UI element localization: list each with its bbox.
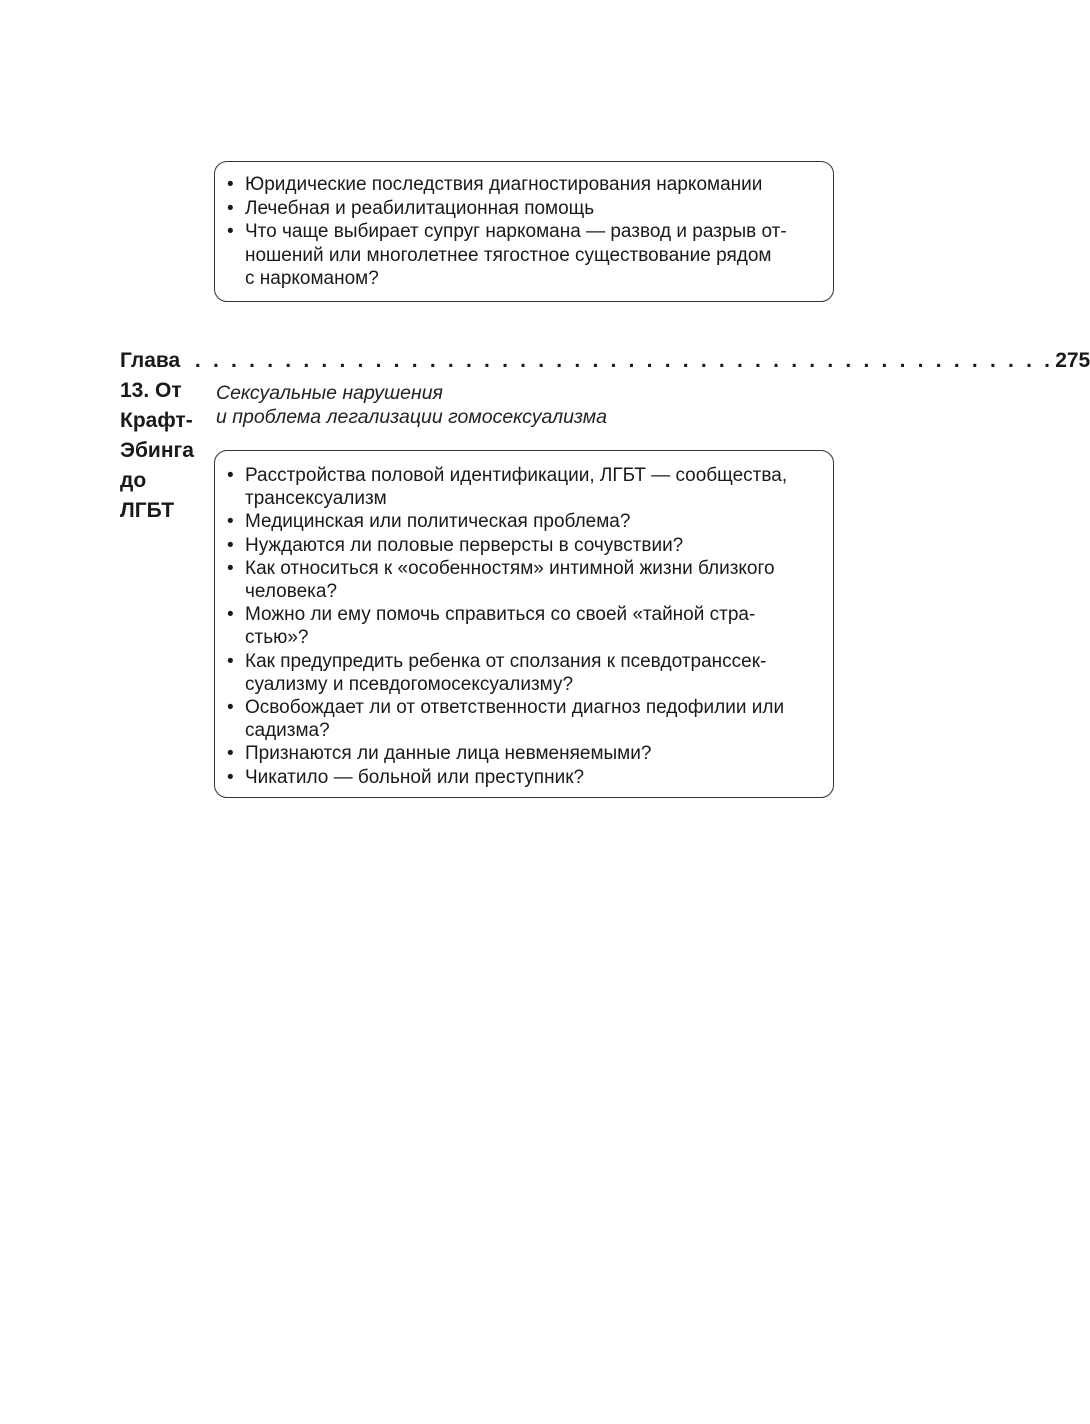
topics-box-chapter-13 — [214, 450, 834, 798]
list-item-text: Чикатило — больной или преступник? — [245, 766, 585, 788]
chapter-subtitle-line-1: Сексуальные нарушения — [216, 382, 443, 404]
list-item — [227, 220, 821, 291]
chapter-subtitle-line-2: и проблема легализации гомосексуализма — [216, 406, 607, 428]
chapter-title: Глава 13. От Крафт-Эбинга до ЛГБТ — [120, 349, 194, 522]
list-item — [227, 650, 821, 696]
bullet-icon: • — [227, 743, 234, 765]
bullet-icon: • — [227, 174, 234, 195]
list-item-text: Что чаще выбирает супруг наркомана — развод и разрыв от- ношений или многолетнее тягостное существование рядом с наркоманом? — [245, 221, 787, 289]
list-item — [227, 197, 821, 221]
list-item — [227, 173, 821, 197]
chapter-page-number: 275 — [1055, 349, 1090, 372]
bullet-icon: • — [227, 221, 234, 242]
bullet-icon: • — [227, 557, 234, 579]
list-item-text: Как относиться к «особенностям» интимной жизни близкого человека? — [245, 557, 775, 603]
bullet-icon: • — [227, 697, 234, 719]
list-item — [227, 510, 821, 533]
chapter-subtitle — [216, 381, 607, 429]
list-item — [227, 464, 821, 510]
list-item-text: Освобождает ли от ответственности диагноз педофилии или садизма? — [245, 697, 785, 742]
topics-list — [227, 464, 821, 789]
list-item-text: Расстройства половой идентификации, ЛГБТ — сообщества, трансексуализм — [245, 465, 788, 510]
list-item — [227, 534, 821, 557]
list-item-text: Медицинская или политическая проблема? — [245, 511, 631, 533]
bullet-icon: • — [227, 511, 234, 533]
list-item-text: Как предупредить ребенка от сползания к псевдотранссек- суализму и псевдогомосексуализму? — [245, 650, 767, 695]
list-item-text: Признаются ли данные лица невменяемыми? — [245, 743, 652, 765]
bullet-icon: • — [227, 534, 234, 556]
list-item — [227, 742, 821, 765]
dot-leader: . . . . . . . . . . . . . . . . . . . . . . . . . . . . . . . . . . . . . . . . . . . . . . . . — [194, 349, 1054, 372]
list-item — [227, 557, 821, 603]
list-item-text: Можно ли ему помочь справиться со своей «тайной стра- стью»? — [245, 604, 756, 649]
bullet-icon: • — [227, 766, 234, 788]
list-item — [227, 696, 821, 742]
list-item-text: Юридические последствия диагностирования наркомании — [245, 174, 763, 195]
list-item-text: Нуждаются ли половые перверсты в сочувствии? — [245, 534, 684, 556]
bullet-icon: • — [227, 604, 234, 626]
topics-list — [227, 173, 821, 291]
list-item-text: Лечебная и реабилитационная помощь — [245, 197, 595, 219]
list-item — [227, 603, 821, 649]
bullet-icon: • — [227, 465, 234, 486]
list-item — [227, 766, 821, 789]
topics-box-previous-chapter — [214, 161, 834, 302]
bullet-icon: • — [227, 197, 234, 219]
bullet-icon: • — [227, 650, 234, 672]
